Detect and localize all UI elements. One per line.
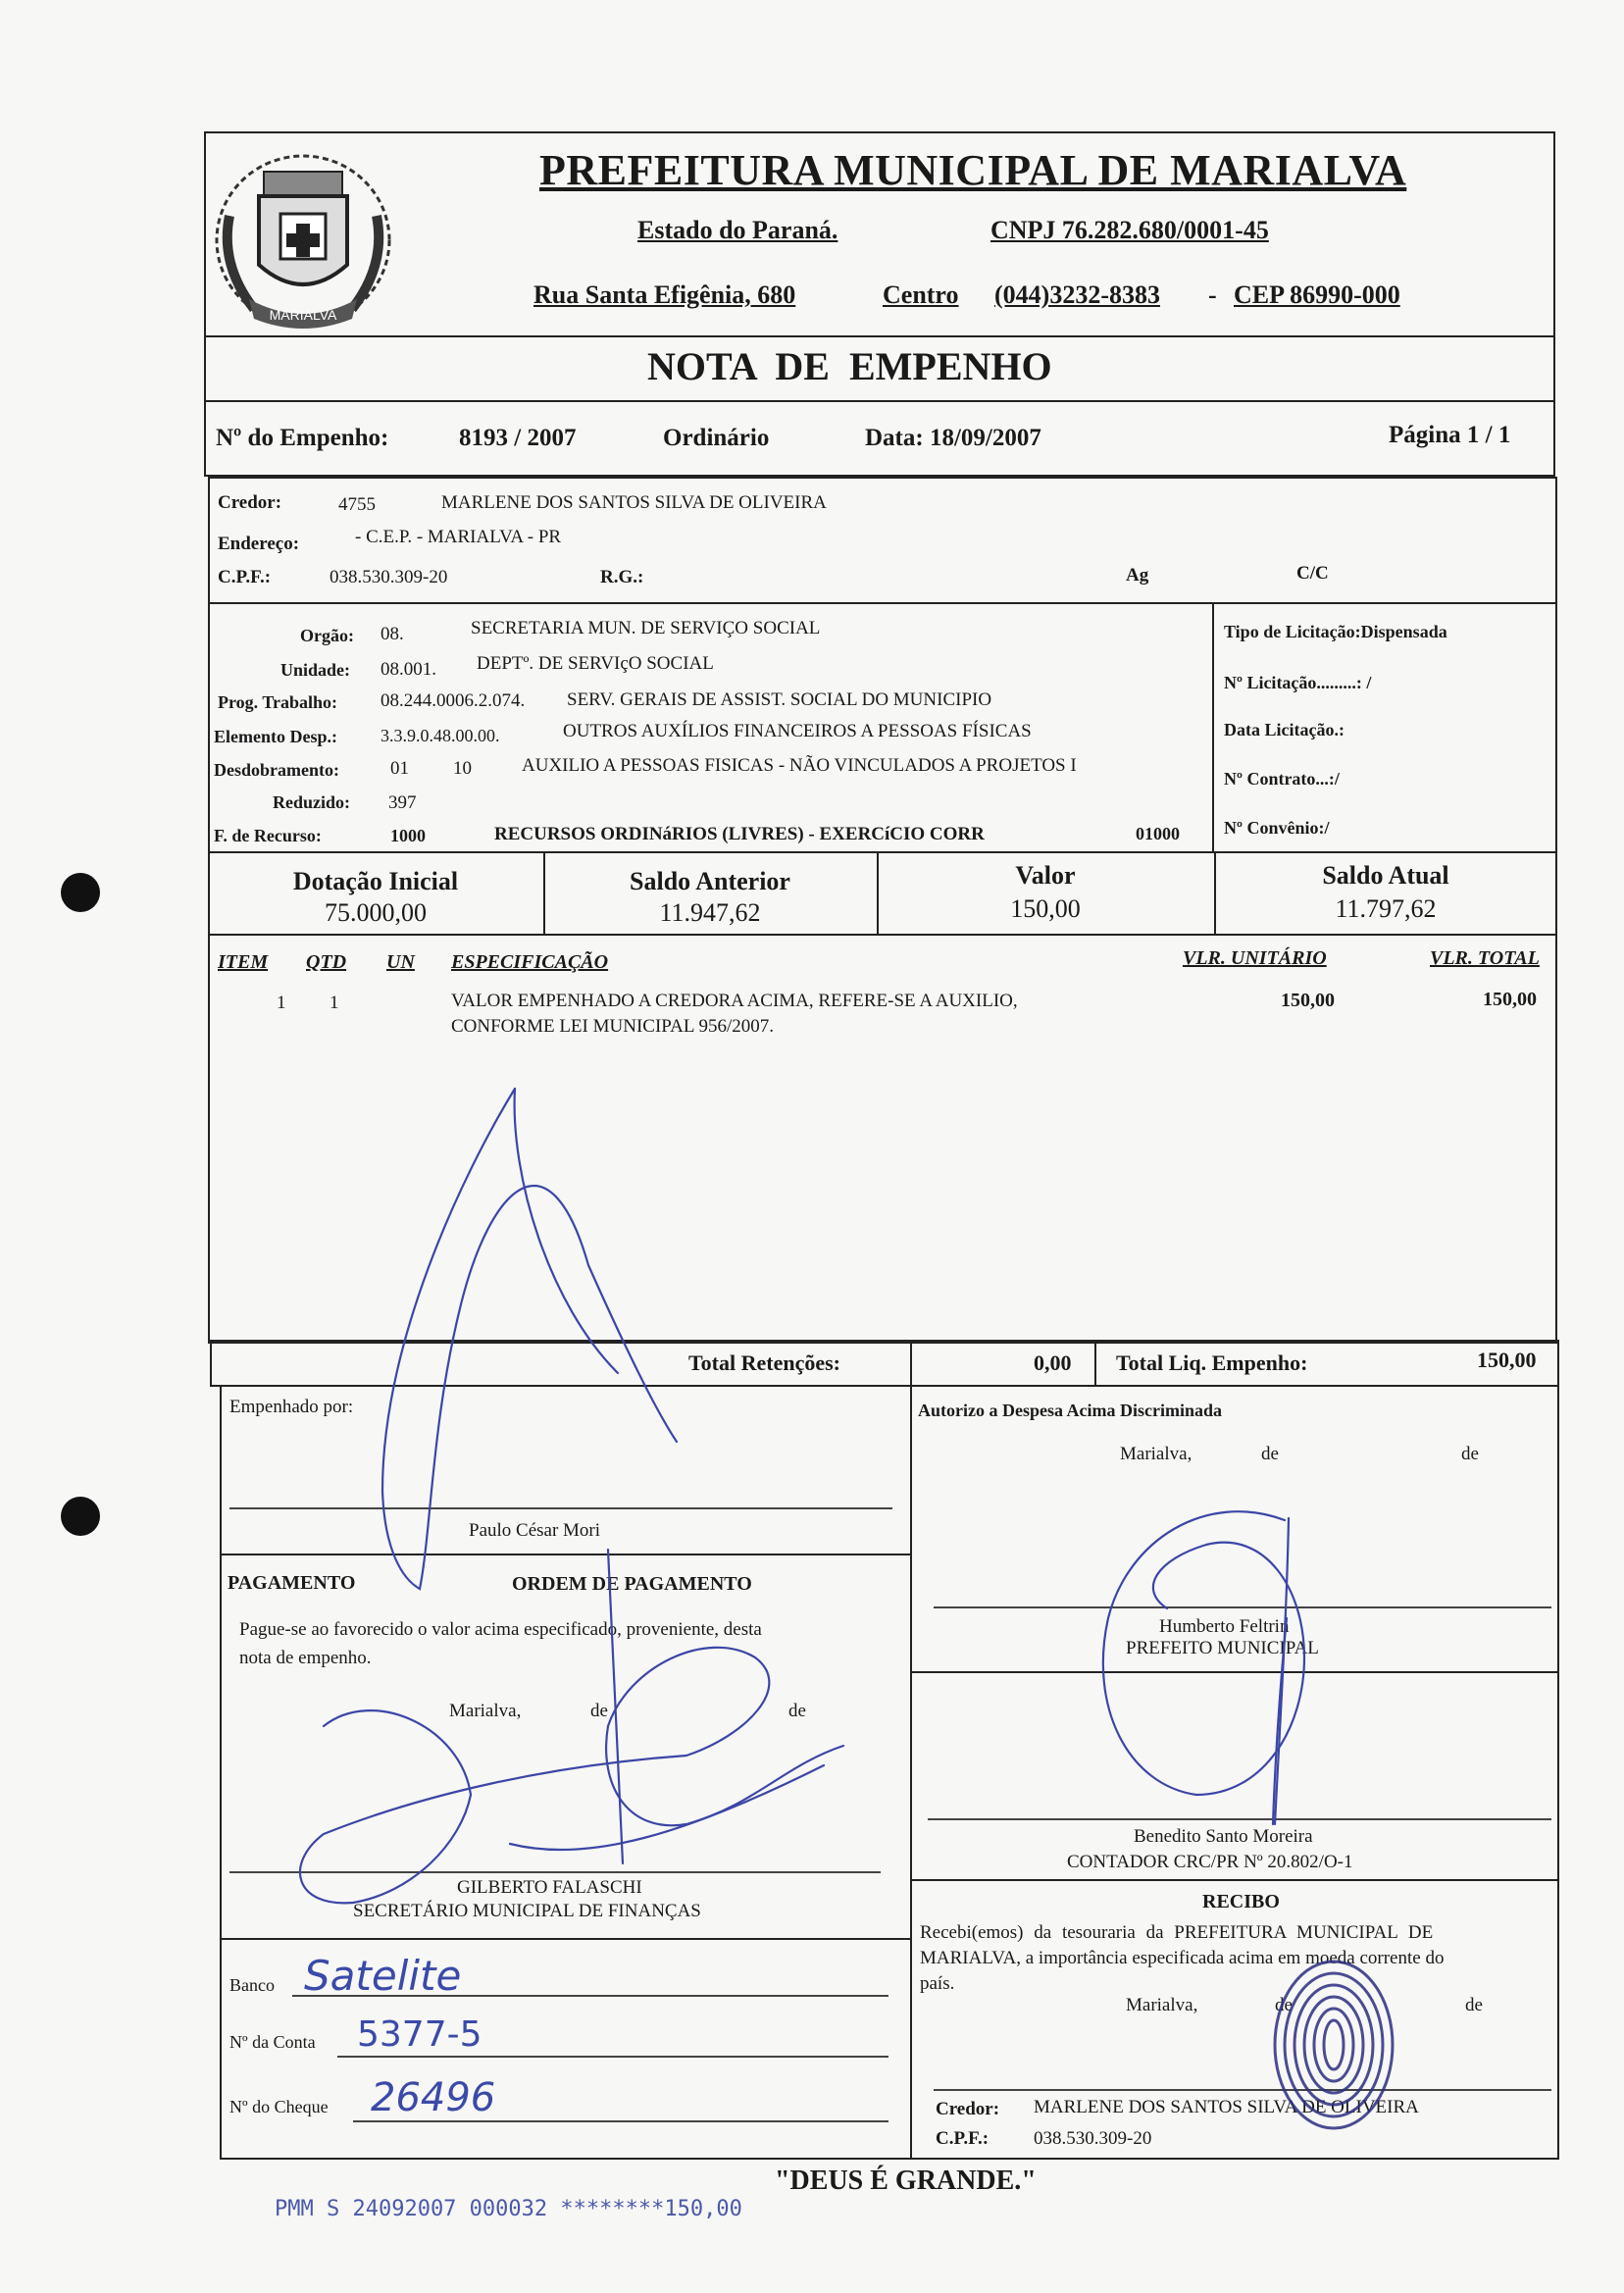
right-bottom-box xyxy=(910,1385,1559,2160)
cpf-label: C.P.F.: xyxy=(218,567,272,587)
page-number: Página 1 / 1 xyxy=(1389,422,1511,448)
pague-text-1: Pague-se ao favorecido o valor acima especificado, proveniente, desta xyxy=(239,1619,762,1640)
orgao-code: 08. xyxy=(381,624,404,644)
retencoes-label: Total Retenções: xyxy=(688,1350,840,1375)
empenho-number: 8193 / 2007 xyxy=(459,425,577,451)
unidade-label: Unidade: xyxy=(280,660,351,680)
row-spec-line1: VALOR EMPENHADO A CREDORA ACIMA, REFERE-SE A AUXILIO, xyxy=(451,991,1018,1011)
col-spec-header: ESPECIFICAÇÃO xyxy=(451,951,609,973)
secretario-title: SECRETÁRIO MUNICIPAL DE FINANÇAS xyxy=(353,1901,701,1921)
pagamento-divider xyxy=(220,1554,912,1555)
ordem-pagamento-label: ORDEM DE PAGAMENTO xyxy=(512,1573,752,1595)
liquido-value: 150,00 xyxy=(1477,1348,1537,1372)
rg-label: R.G.: xyxy=(600,567,644,587)
state-label: Estado do Paraná. xyxy=(637,216,838,244)
col-unit-header: VLR. UNITÁRIO xyxy=(1183,947,1327,969)
punch-hole-bottom xyxy=(61,1497,100,1536)
empenhado-signature-line xyxy=(229,1507,892,1509)
autorizo-de-2: de xyxy=(1461,1444,1479,1464)
autorizo-city: Marialva, xyxy=(1120,1444,1193,1464)
cheque-label: Nº do Cheque xyxy=(229,2097,329,2116)
row-spec-line2: CONFORME LEI MUNICIPAL 956/2007. xyxy=(451,1016,775,1037)
banco-handwritten: Satelite xyxy=(304,1952,462,2000)
elemento-name: OUTROS AUXÍLIOS FINANCEIROS A PESSOAS FÍSICAS xyxy=(563,721,1032,741)
recibo-cpf: 038.530.309-20 xyxy=(1034,2128,1152,2149)
dotacao-label: Dotação Inicial xyxy=(292,867,459,895)
row-qtd: 1 xyxy=(330,993,339,1013)
contador-signature-line xyxy=(928,1818,1551,1820)
ordem-city: Marialva, xyxy=(449,1701,522,1721)
saldo-atual-value: 11.797,62 xyxy=(1335,894,1437,923)
convenio-number: Nº Convênio:/ xyxy=(1224,818,1330,838)
contador-title: CONTADOR CRC/PR Nº 20.802/O-1 xyxy=(1067,1852,1353,1872)
contador-name: Benedito Santo Moreira xyxy=(1134,1826,1313,1847)
banco-label: Banco xyxy=(229,1975,275,1995)
ordem-de-2: de xyxy=(788,1701,806,1721)
valor-label: Valor xyxy=(1015,861,1076,890)
row-total-value: 150,00 xyxy=(1483,989,1537,1010)
recibo-text-1: Recebi(emos) da tesouraria da PREFEITURA MUNICIPAL DE xyxy=(920,1922,1434,1943)
orgao-name: SECRETARIA MUN. DE SERVIÇO SOCIAL xyxy=(471,618,821,638)
prog-label: Prog. Trabalho: xyxy=(218,692,338,712)
recibo-de-2: de xyxy=(1465,1995,1483,2015)
row-item: 1 xyxy=(277,993,286,1013)
saldo-atual-label: Saldo Atual xyxy=(1322,861,1449,890)
credor-label: Credor: xyxy=(218,492,282,513)
footer-motto: "DEUS É GRANDE." xyxy=(775,2166,1037,2196)
empenhado-por-label: Empenhado por: xyxy=(229,1397,354,1417)
totals-box xyxy=(210,1340,1559,1387)
contador-divider xyxy=(910,1671,1559,1673)
desdobramento-label: Desdobramento: xyxy=(214,760,339,780)
cheque-handwritten: 26496 xyxy=(371,2075,496,2120)
credor-cpf: 038.530.309-20 xyxy=(330,567,448,587)
col-item-header: ITEM xyxy=(218,951,269,973)
reduzido-value: 397 xyxy=(388,792,417,813)
empenhado-signer: Paulo César Mori xyxy=(469,1520,601,1541)
page-title: PREFEITURA MUNICIPAL DE MARIALVA xyxy=(539,146,1407,194)
empenho-type: Ordinário xyxy=(663,425,770,451)
elemento-label: Elemento Desp.: xyxy=(214,727,337,746)
col-qtd-header: QTD xyxy=(306,951,347,973)
recibo-divider xyxy=(910,1879,1559,1881)
fonte-number: 01000 xyxy=(1136,824,1180,843)
col-total-header: VLR. TOTAL xyxy=(1430,947,1540,969)
empenho-date: Data: 18/09/2007 xyxy=(865,425,1041,451)
saldo-anterior-value: 11.947,62 xyxy=(659,898,761,927)
reduzido-label: Reduzido: xyxy=(273,792,351,812)
licitacao-data: Data Licitação.: xyxy=(1224,720,1345,739)
ag-label: Ag xyxy=(1126,565,1149,586)
recibo-text-2: MARIALVA, a importância especificada acima em moeda corrente do xyxy=(920,1948,1445,1968)
elemento-code: 3.3.9.0.48.00.00. xyxy=(381,726,500,745)
cc-label: C/C xyxy=(1296,563,1329,584)
recibo-signature-line xyxy=(934,2089,1551,2091)
secretario-name: GILBERTO FALASCHI xyxy=(457,1877,642,1898)
col-un-header: UN xyxy=(386,951,415,973)
prog-name: SERV. GERAIS DE ASSIST. SOCIAL DO MUNICIPIO xyxy=(567,689,992,710)
conta-handwritten: 5377-5 xyxy=(357,2014,482,2055)
conta-label: Nº da Conta xyxy=(229,2032,316,2052)
recibo-title: RECIBO xyxy=(1202,1891,1280,1912)
recibo-credor-name: MARLENE DOS SANTOS SILVA DE OLIVEIRA xyxy=(1034,2097,1419,2117)
recibo-city: Marialva, xyxy=(1126,1995,1198,2015)
cheque-line xyxy=(353,2120,888,2122)
document-title: NOTA DE EMPENHO xyxy=(647,344,1052,388)
pagamento-label: PAGAMENTO xyxy=(228,1572,356,1594)
banco-divider xyxy=(220,1938,912,1940)
prog-code: 08.244.0006.2.074. xyxy=(381,690,526,711)
valor-value: 150,00 xyxy=(1010,894,1081,923)
desdobramento-sub: 10 xyxy=(453,758,472,779)
conta-line xyxy=(337,2056,888,2058)
municipal-coat-of-arms xyxy=(210,147,396,338)
saldo-anterior-label: Saldo Anterior xyxy=(630,867,790,895)
prefeito-name: Humberto Feltrin xyxy=(1159,1616,1290,1637)
separator: - xyxy=(1208,280,1217,309)
cep-label: CEP 86990-000 xyxy=(1234,280,1400,309)
totals-divider-1 xyxy=(910,1340,912,1387)
credor-code: 4755 xyxy=(338,494,376,515)
unidade-code: 08.001. xyxy=(381,659,436,680)
orgao-label: Orgão: xyxy=(300,626,354,645)
left-bottom-box xyxy=(220,1385,912,2160)
fonte-name: RECURSOS ORDINáRIOS (LIVRES) - EXERCíCIO CORR xyxy=(494,824,985,844)
recibo-credor-label: Credor: xyxy=(936,2099,1000,2119)
banco-line xyxy=(292,1995,888,1997)
address-field-label: Endereço: xyxy=(218,534,300,554)
ordem-de-1: de xyxy=(590,1701,608,1721)
fonte-label: F. de Recurso: xyxy=(214,826,322,845)
totals-divider-2 xyxy=(1094,1340,1096,1387)
phone-label: (044)3232-8383 xyxy=(994,280,1160,309)
prefeito-title: PREFEITO MUNICIPAL xyxy=(1126,1638,1319,1658)
bank-stamp: PMM S 24092007 000032 ********150,00 xyxy=(275,2197,742,2221)
desdobramento-code: 01 xyxy=(390,758,409,779)
address-label: Rua Santa Efigênia, 680 xyxy=(533,280,796,309)
autorizo-label: Autorizo a Despesa Acima Discriminada xyxy=(918,1401,1222,1420)
secretario-signature-line xyxy=(229,1871,881,1873)
punch-hole-top xyxy=(61,873,100,912)
cnpj-label: CNPJ 76.282.680/0001-45 xyxy=(990,216,1269,244)
recibo-text-3: país. xyxy=(920,1973,955,1994)
liquido-label: Total Liq. Empenho: xyxy=(1116,1350,1308,1375)
prefeito-signature-line xyxy=(934,1606,1551,1608)
licitacao-numero: Nº Licitação.........: / xyxy=(1224,673,1372,692)
licitacao-tipo: Tipo de Licitação:Dispensada xyxy=(1224,622,1447,641)
credor-name: MARLENE DOS SANTOS SILVA DE OLIVEIRA xyxy=(441,492,827,513)
recibo-cpf-label: C.P.F.: xyxy=(936,2128,990,2149)
pague-text-2: nota de empenho. xyxy=(239,1648,372,1668)
fonte-code: 1000 xyxy=(390,826,426,845)
autorizo-de-1: de xyxy=(1261,1444,1279,1464)
classification-divider xyxy=(1212,602,1214,853)
desdobramento-name: AUXILIO A PESSOAS FISICAS - NÃO VINCULADOS A PROJETOS I xyxy=(522,755,1077,776)
contrato-number: Nº Contrato...:/ xyxy=(1224,769,1340,789)
recibo-de-1: de xyxy=(1275,1995,1293,2015)
dotacao-value: 75.000,00 xyxy=(325,898,427,927)
centro-label: Centro xyxy=(883,280,959,309)
svg-text:MARIALVA: MARIALVA xyxy=(269,307,337,323)
unidade-name: DEPTº. DE SERVIçO SOCIAL xyxy=(477,653,714,674)
credor-address: - C.E.P. - MARIALVA - PR xyxy=(355,527,562,547)
retencoes-value: 0,00 xyxy=(1034,1350,1072,1375)
empenho-label: Nº do Empenho: xyxy=(216,425,389,451)
row-unit-value: 150,00 xyxy=(1281,990,1335,1011)
